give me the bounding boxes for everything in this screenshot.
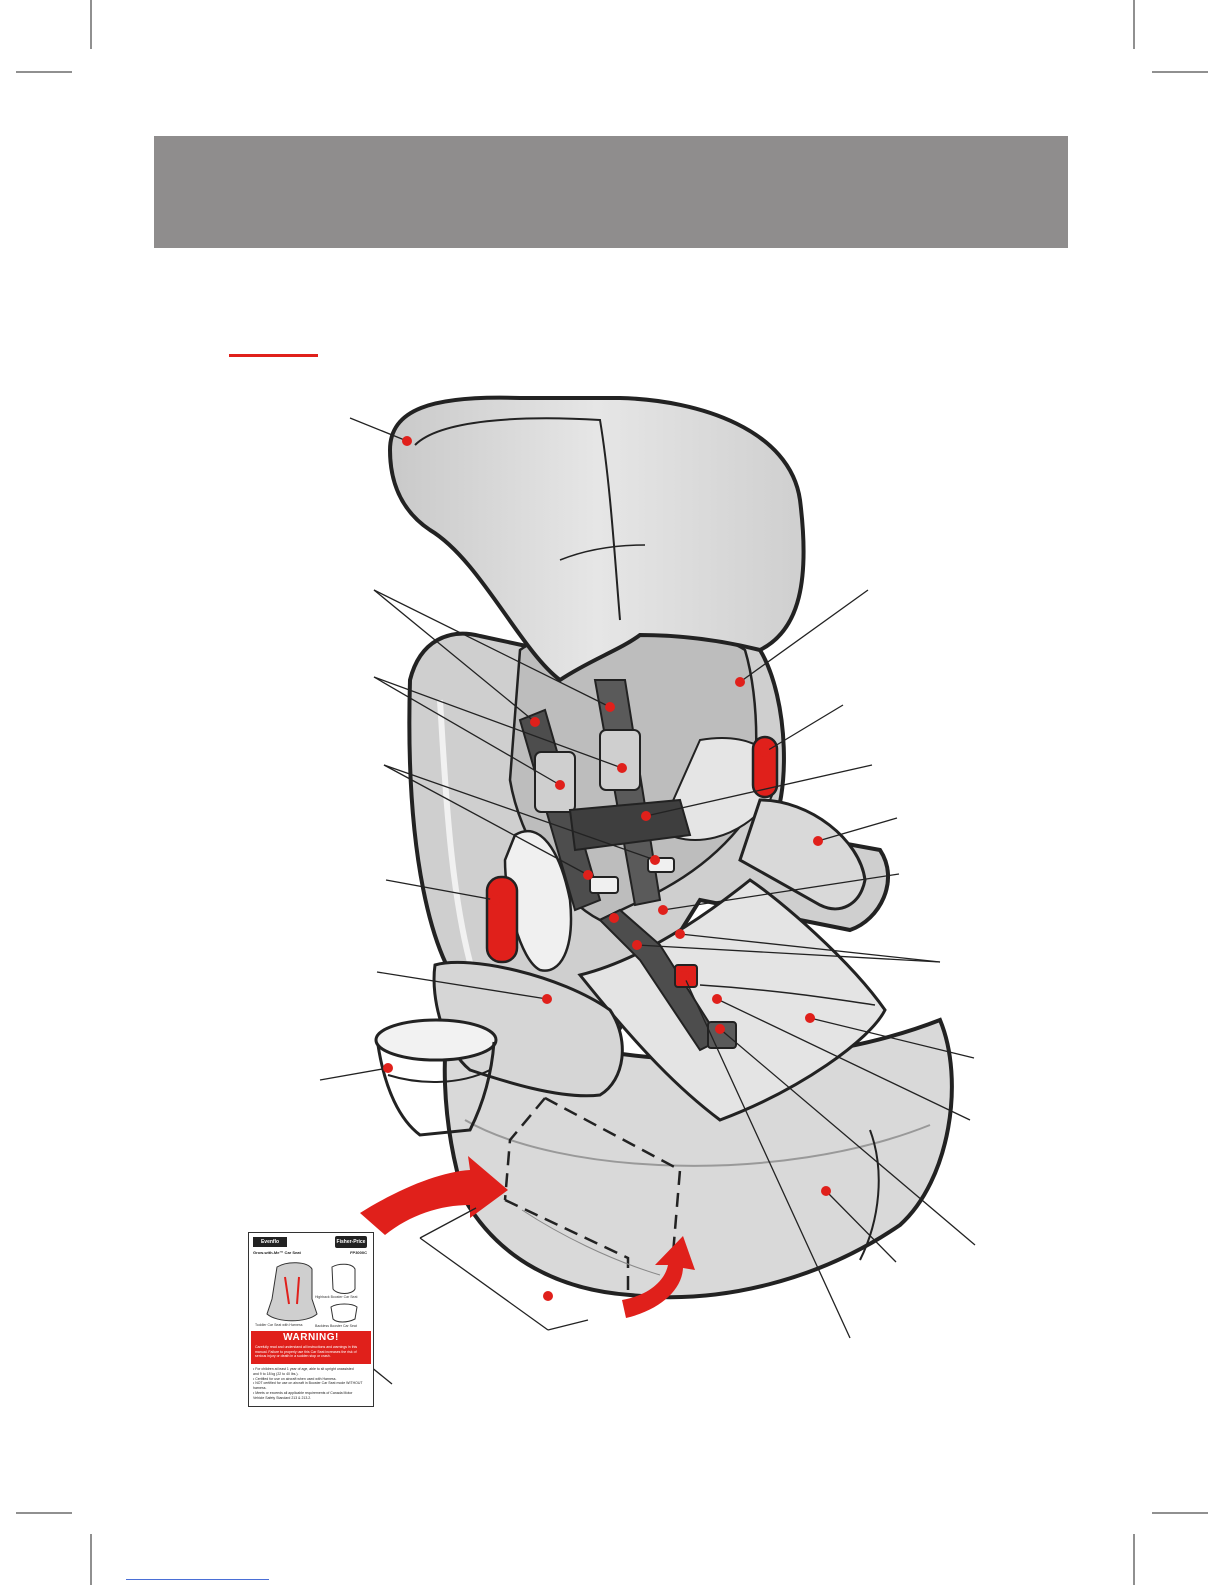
footer-link-rule xyxy=(126,1579,269,1580)
note-line: • Meets or exceeds all applicable requirements of Canada Motor xyxy=(253,1390,353,1395)
brand-logo-left: Evenflo xyxy=(253,1237,287,1247)
warning-card xyxy=(248,1232,374,1407)
caption-highback: Highback Booster Car Seat xyxy=(315,1295,358,1299)
card-seat-thumbnails xyxy=(257,1259,367,1329)
model-number: FP3000C xyxy=(350,1250,367,1255)
warning-notes xyxy=(253,1367,369,1401)
product-name: Grow-with-Me™ Car Seat xyxy=(253,1250,301,1255)
brand-logo-right: Fisher-Price xyxy=(335,1236,367,1248)
note-line: • For children at least 1 year of age, able to sit upright unassisted xyxy=(253,1367,354,1371)
caption-toddler: Toddler Car Seat with Harness xyxy=(255,1323,303,1327)
recline-handle-right xyxy=(753,737,777,797)
caption-backless: Backless Booster Car Seat xyxy=(315,1324,357,1328)
note-line: harness. xyxy=(253,1386,267,1391)
note-line: • NOT certified for use on aircraft in Booster Car Seat mode WITHOUT xyxy=(253,1381,363,1386)
warning-text: Carefully read and understand all instructions and warnings in this manual. Failure to properly use this Car Seat increases the risk of serious injury or death in a sudden stop or crash. xyxy=(255,1345,358,1359)
warning-box xyxy=(251,1331,371,1364)
note-line: • Certified for use on aircraft when used with Harness. xyxy=(253,1376,337,1381)
note-line: and 9 to 18 kg (22 to 40 lbs.). xyxy=(253,1371,299,1376)
note-line: Vehicle Safety Standard 213 & 213.2. xyxy=(253,1395,312,1400)
warning-title: WARNING! xyxy=(283,1332,339,1343)
recline-handle-left xyxy=(487,877,517,962)
